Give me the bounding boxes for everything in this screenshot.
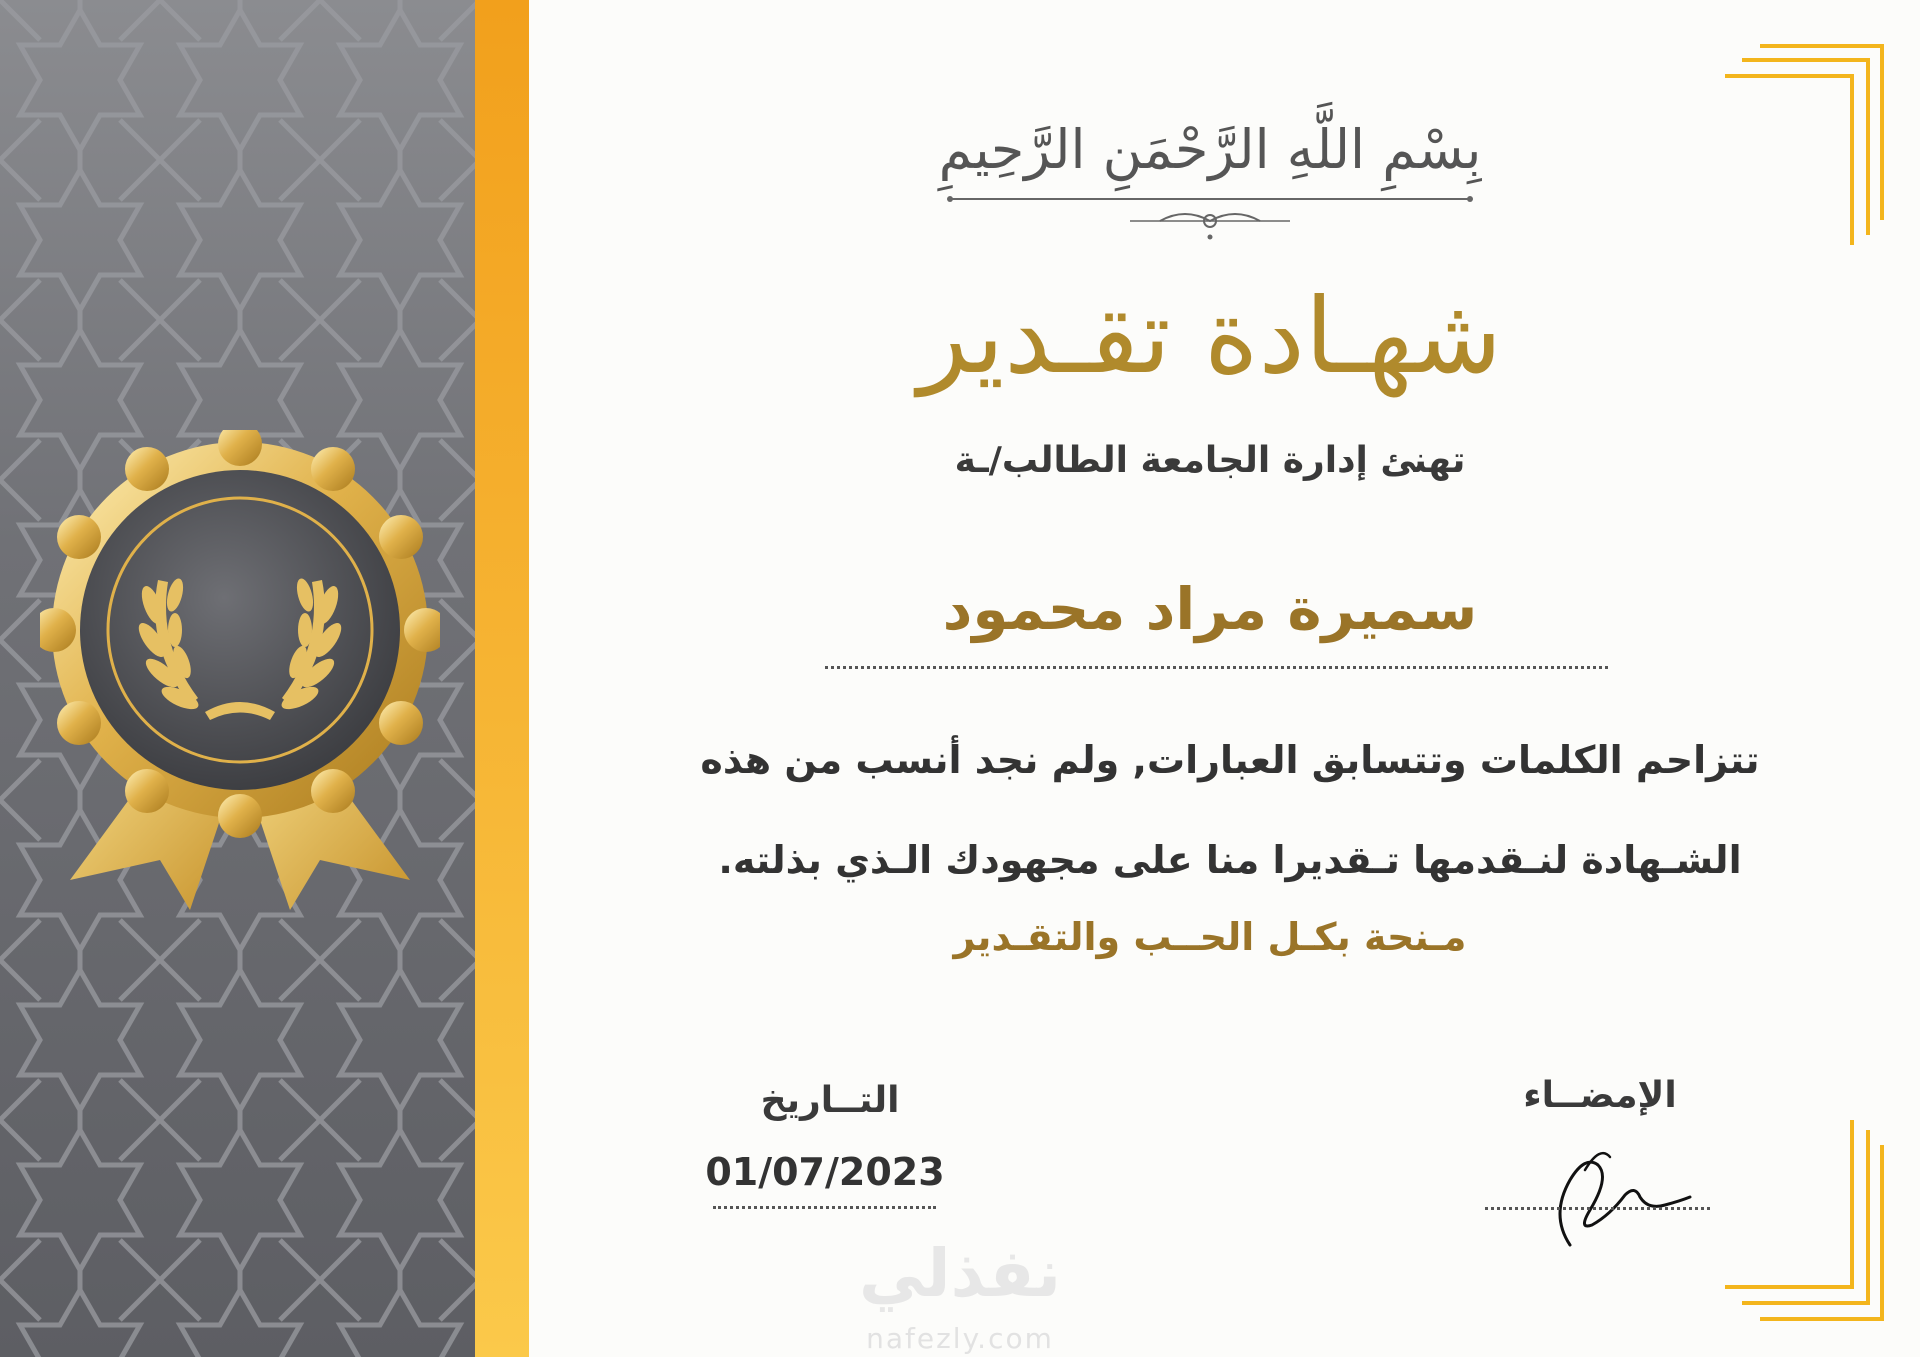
- date-line: [713, 1206, 936, 1209]
- basmala-calligraphy: [880, 90, 1540, 270]
- basmala-text: بِسْمِ اللَّهِ الرَّحْمَنِ الرَّحِيمِ: [938, 118, 1482, 181]
- award-medal-icon: [40, 430, 440, 930]
- signature-line: [1485, 1207, 1710, 1210]
- body-line-1: تتزاحم الكلمات وتتسابق العبارات, ولم نجد أنسب من هذه: [700, 738, 1760, 782]
- ornament-divider: [930, 187, 1490, 247]
- watermark-site: nafezly.com: [866, 1322, 1054, 1355]
- certificate-body: [700, 710, 1760, 910]
- handwritten-signature: [1530, 1135, 1700, 1250]
- date-label: التــاريخ: [760, 1080, 900, 1121]
- corner-frame-bottom-right: [1680, 1115, 1890, 1325]
- watermark-brand: نفذلي: [859, 1235, 1061, 1312]
- recipient-name: سميرة مراد محمود: [942, 575, 1478, 643]
- congratulation-line: تهنئ إدارة الجامعة الطالب/ـة: [954, 440, 1466, 481]
- date-value: 01/07/2023: [705, 1150, 945, 1194]
- corner-frame-top-right: [1680, 40, 1890, 250]
- signature-label: الإمضــاء: [1523, 1075, 1677, 1116]
- closing-line: مـنحة بكـل الحــب والتقـدير: [953, 915, 1467, 959]
- name-underline: [825, 666, 1608, 669]
- certificate-title: شهـادة تقـدير: [917, 275, 1503, 397]
- gold-stripe: [475, 0, 529, 1357]
- body-line-2: الشـهادة لنـقدمها تـقديرا منا على مجهودك الـذي بذلته.: [718, 838, 1742, 882]
